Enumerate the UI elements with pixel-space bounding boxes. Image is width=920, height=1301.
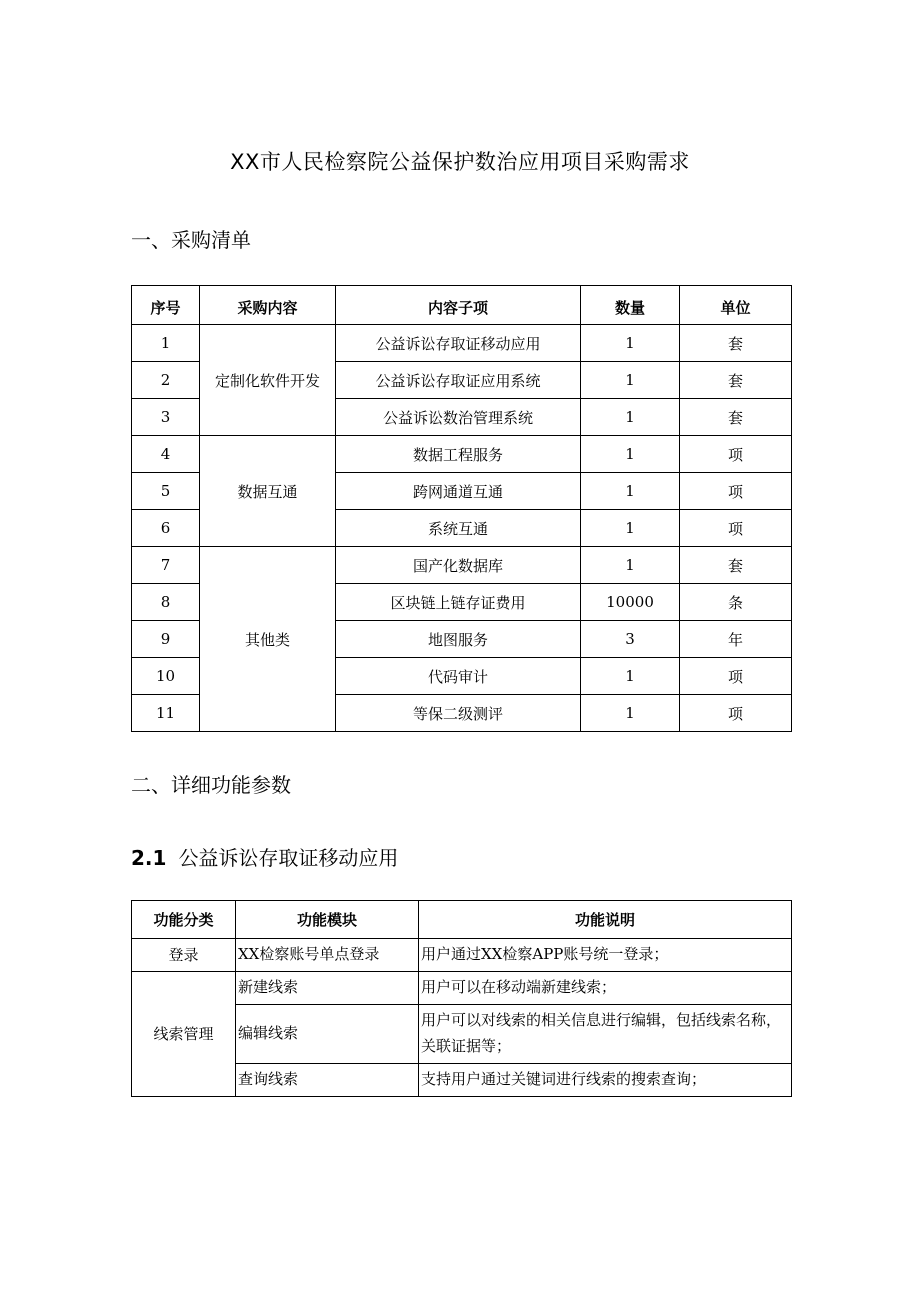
unit-cell: 套 [680,325,792,362]
subsection-title: 公益诉讼存取证移动应用 [178,846,399,870]
row-number: 6 [132,510,200,547]
header-cell: 功能说明 [419,901,792,939]
module-cell: 查询线索 [236,1064,419,1097]
header-cell: 功能模块 [236,901,419,939]
item-cell: 公益诉讼数治管理系统 [336,399,581,436]
item-cell: 数据工程服务 [336,436,581,473]
row-number: 9 [132,621,200,658]
item-cell: 地图服务 [336,621,581,658]
qty-cell: 1 [581,325,680,362]
item-cell: 公益诉讼存取证应用系统 [336,362,581,399]
description-cell: 支持用户通过关键词进行线索的搜索查询； [419,1064,792,1097]
table-row [132,547,792,584]
row-number: 8 [132,584,200,621]
header-cell: 单位 [680,286,792,325]
module-cell: 编辑线索 [236,1005,419,1064]
item-cell: 等保二级测评 [336,695,581,732]
section-heading-function-params: 二、详细功能参数 [131,773,291,797]
qty-cell: 1 [581,399,680,436]
unit-cell: 套 [680,399,792,436]
category-cell: 登录 [132,939,236,972]
item-cell: 公益诉讼存取证移动应用 [336,325,581,362]
qty-cell: 1 [581,658,680,695]
unit-cell: 项 [680,695,792,732]
unit-cell: 年 [680,621,792,658]
row-number: 4 [132,436,200,473]
item-cell: 代码审计 [336,658,581,695]
qty-cell: 1 [581,510,680,547]
description-cell: 用户可以对线索的相关信息进行编辑，包括线索名称，关联证据等； [419,1005,792,1064]
unit-cell: 项 [680,658,792,695]
table-row [132,972,792,1005]
table-header-row [132,901,792,939]
row-number: 3 [132,399,200,436]
qty-cell: 10000 [581,584,680,621]
qty-cell: 1 [581,436,680,473]
qty-cell: 1 [581,473,680,510]
header-cell: 采购内容 [200,286,336,325]
qty-cell: 3 [581,621,680,658]
subsection-number: 2.1 [131,846,167,870]
row-number: 2 [132,362,200,399]
unit-cell: 条 [680,584,792,621]
qty-cell: 1 [581,362,680,399]
section-heading-procurement-list: 一、采购清单 [131,228,251,252]
procurement-table [131,285,792,732]
unit-cell: 套 [680,547,792,584]
header-cell: 序号 [132,286,200,325]
table-row [132,325,792,362]
table-row [132,436,792,473]
table-row [132,939,792,972]
unit-cell: 项 [680,473,792,510]
group-cell: 数据互通 [200,436,336,547]
unit-cell: 套 [680,362,792,399]
subsection-heading [131,842,398,871]
row-number: 7 [132,547,200,584]
header-cell: 数量 [581,286,680,325]
function-table [131,900,792,1097]
header-cell: 功能分类 [132,901,236,939]
row-number: 11 [132,695,200,732]
unit-cell: 项 [680,510,792,547]
row-number: 5 [132,473,200,510]
row-number: 1 [132,325,200,362]
table-header-row [132,286,792,325]
unit-cell: 项 [680,436,792,473]
module-cell: XX检察账号单点登录 [236,939,419,972]
document-title: XX市人民检察院公益保护数治应用项目采购需求 [230,150,690,174]
category-cell: 线索管理 [132,972,236,1097]
header-cell: 内容子项 [336,286,581,325]
qty-cell: 1 [581,547,680,584]
description-cell: 用户通过XX检察APP账号统一登录； [419,939,792,972]
item-cell: 区块链上链存证费用 [336,584,581,621]
group-cell: 定制化软件开发 [200,325,336,436]
row-number: 10 [132,658,200,695]
qty-cell: 1 [581,695,680,732]
description-cell: 用户可以在移动端新建线索； [419,972,792,1005]
module-cell: 新建线索 [236,972,419,1005]
item-cell: 国产化数据库 [336,547,581,584]
item-cell: 跨网通道互通 [336,473,581,510]
group-cell: 其他类 [200,547,336,732]
item-cell: 系统互通 [336,510,581,547]
